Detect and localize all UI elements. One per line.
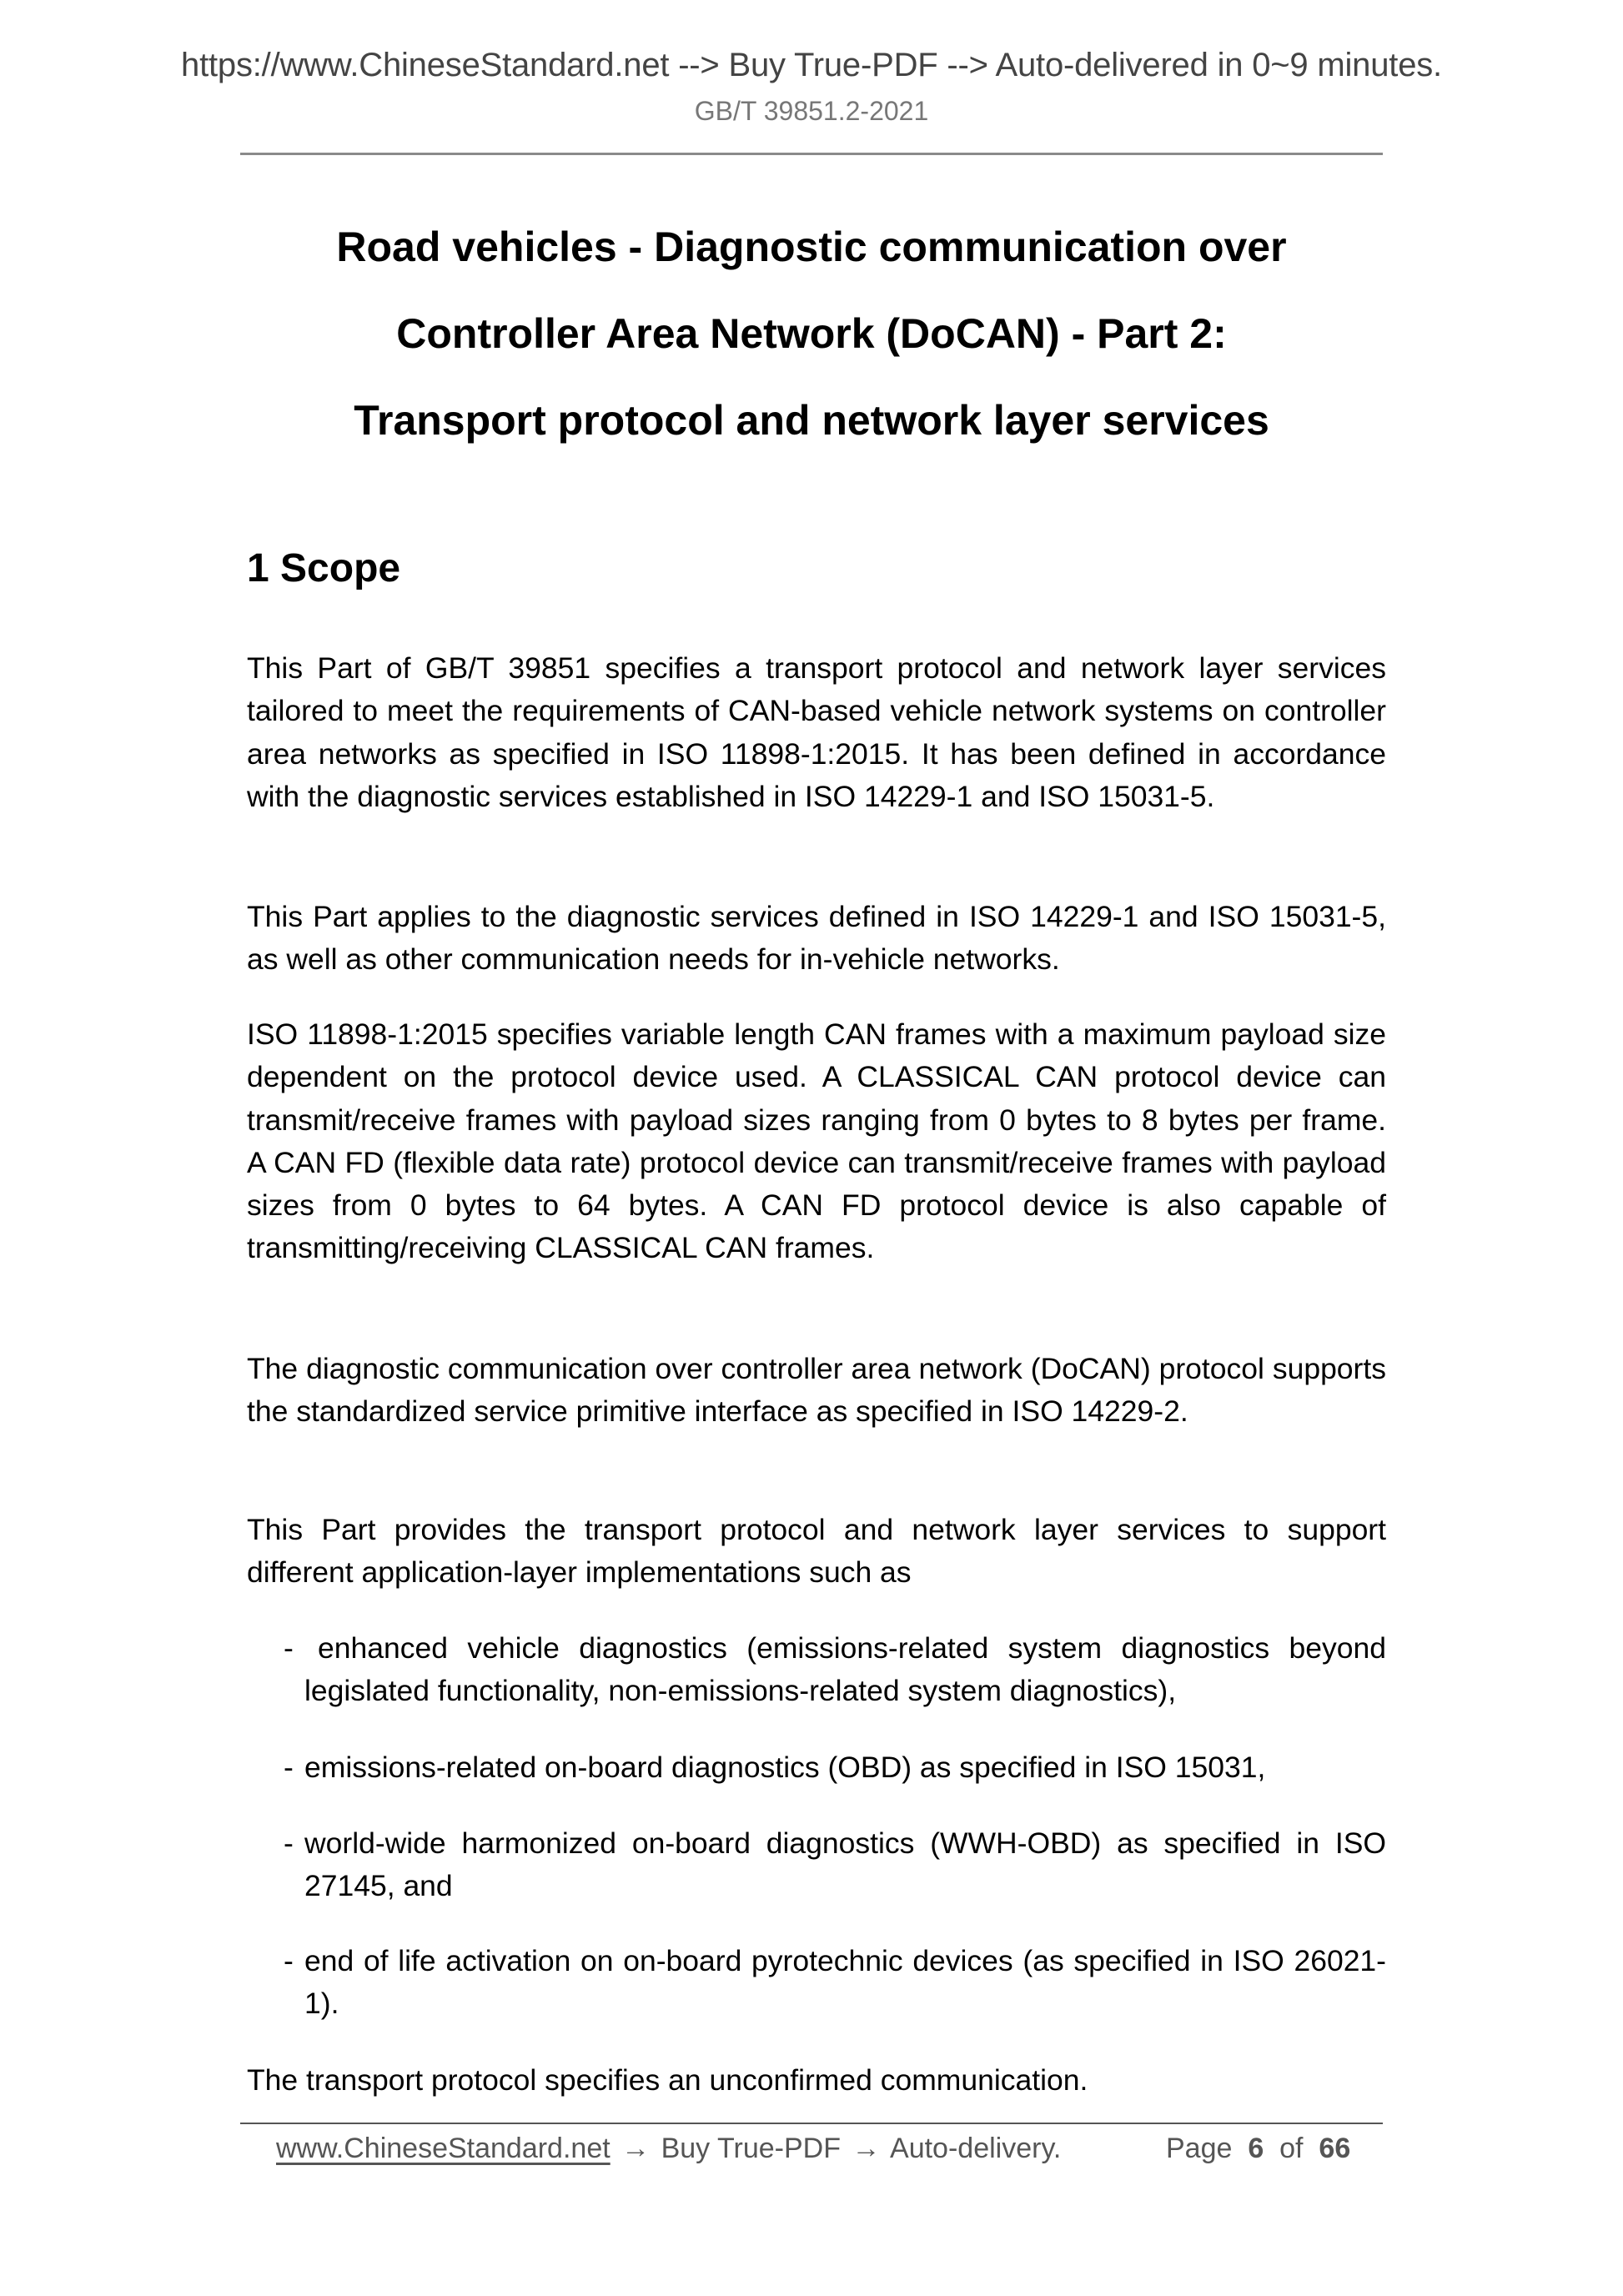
page-total: 66 xyxy=(1319,2133,1351,2164)
paragraph-1: This Part of GB/T 39851 specifies a transport protocol and network layer services tailored to meet the requirements of CAN-based vehicle network systems on controller area networks as specified in ISO 11898-1:2015. It has been defined in accordance with the diagnostic services established in ISO 14229-1 and ISO 15031-5. xyxy=(247,651,1386,813)
page-footer xyxy=(276,2128,1360,2168)
bullet-dash: - xyxy=(284,1944,294,1977)
bullet-dash: - xyxy=(284,1826,294,1860)
list-item xyxy=(284,1822,1386,1908)
paragraph-4: The diagnostic communication over controller area network (DoCAN) protocol supports the standardized service primitive interface as specified in ISO 14229-2. xyxy=(247,1352,1386,1429)
paragraph-5: This Part provides the transport protocol and network layer services to support different application-layer implementations such as xyxy=(247,1513,1386,1590)
arrow-right-icon: → xyxy=(852,2133,881,2164)
page-current: 6 xyxy=(1248,2133,1264,2164)
section-heading: 1 Scope xyxy=(247,546,401,590)
list-item xyxy=(284,1746,1386,1789)
title-line-1: Road vehicles - Diagnostic communication over xyxy=(336,224,1287,270)
paragraph-2: This Part applies to the diagnostic services defined in ISO 14229-1 and ISO 15031-5, as well as other communication needs for in-vehicle networks. xyxy=(247,900,1386,977)
list-item-text: enhanced vehicle diagnostics (emissions-related system diagnostics beyond legislated functionality, non-emissions-related system diagnostics), xyxy=(304,1631,1386,1708)
bullet-dash: - xyxy=(284,1631,294,1665)
paragraph-3: ISO 11898-1:2015 specifies variable length CAN frames with a maximum payload size dependent on the protocol device used. A CLASSICAL CAN protocol device can transmit/receive frames with payload sizes ranging from 0 bytes to 8 bytes per frame. A CAN FD (flexible data rate) protocol device can transmit/receive frames with payload sizes from 0 bytes to 64 bytes. A CAN FD protocol device is also capable of transmitting/receiving CLASSICAL CAN frames. xyxy=(247,1017,1386,1265)
buy-text: Buy True-PDF xyxy=(661,2133,841,2164)
standard-code: GB/T 39851.2-2021 xyxy=(694,96,929,126)
list-item-text: end of life activation on on-board pyrotechnic devices (as specified in ISO 26021-1). xyxy=(304,1944,1386,2021)
document-title xyxy=(0,203,1623,464)
page-label: Page xyxy=(1166,2133,1233,2164)
bullet-dash: - xyxy=(284,1751,294,1784)
list-item xyxy=(284,1940,1386,2026)
delivery-text: Auto-delivery. xyxy=(890,2133,1062,2164)
page-indicator xyxy=(1166,2128,1350,2168)
title-line-2: Controller Area Network (DoCAN) - Part 2: xyxy=(396,310,1227,357)
website-link[interactable]: www.ChineseStandard.net xyxy=(276,2133,611,2164)
footer-divider xyxy=(240,2123,1383,2124)
list-item xyxy=(284,1627,1386,1713)
page-of: of xyxy=(1279,2133,1304,2164)
title-line-3: Transport protocol and network layer services xyxy=(354,397,1269,444)
list-item-text: world-wide harmonized on-board diagnostics (WWH-OBD) as specified in ISO 27145, and xyxy=(304,1826,1386,1903)
list-item-text: emissions-related on-board diagnostics (OBD) as specified in ISO 15031, xyxy=(304,1751,1266,1784)
header-divider xyxy=(240,153,1383,155)
header-banner: https://www.ChineseStandard.net --> Buy True-PDF --> Auto-delivered in 0~9 minutes. xyxy=(181,47,1442,83)
closing-paragraph: The transport protocol specifies an unconfirmed communication. xyxy=(247,2063,1088,2097)
arrow-right-icon: → xyxy=(621,2133,651,2164)
